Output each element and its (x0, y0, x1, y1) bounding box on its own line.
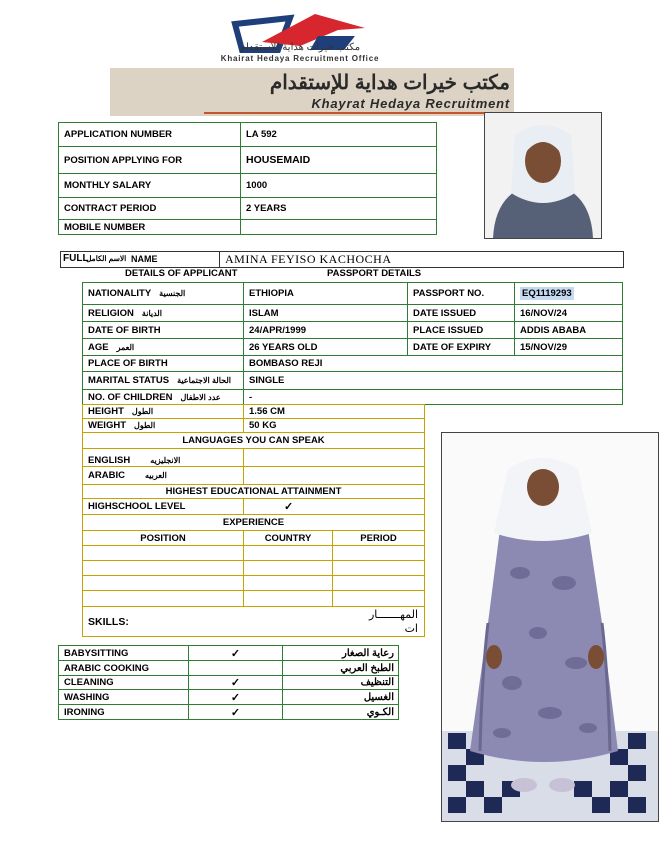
skill-washing-label: WASHING (59, 690, 189, 705)
children-arabic: عدد الاطفال (180, 392, 221, 402)
table-row (59, 676, 399, 690)
skill-ironing-label: IRONING (59, 705, 189, 720)
table-row (59, 174, 437, 198)
full-name-label-name: NAME (131, 254, 158, 264)
languages-header: LANGUAGES YOU CAN SPEAK (83, 433, 425, 449)
banner-arabic-text: مكتب خيرات هداية للإستقدام (269, 72, 510, 94)
experience-country-header: COUNTRY (244, 531, 333, 546)
weight-value: 50 KG (244, 419, 425, 433)
skill-cleaning-check-icon: ✓ (189, 676, 283, 690)
portrait-image (485, 113, 601, 238)
marital-status-arabic: الحالة الاجتماعية (177, 376, 231, 385)
full-name-value: AMINA FEYISO KACHOCHA (225, 252, 392, 266)
passport-number-value: EQ1119293 (522, 288, 572, 299)
dob-label: DATE OF BIRTH (83, 322, 244, 339)
name-divider (219, 252, 220, 267)
table-row (83, 561, 425, 576)
table-row (83, 419, 425, 433)
skill-babysitting-arabic: رعاية الصغار (283, 646, 399, 661)
place-of-birth-label: PLACE OF BIRTH (83, 356, 244, 372)
table-row (59, 147, 437, 174)
nationality-value: ETHIOPIA (244, 283, 408, 305)
application-table (58, 122, 437, 235)
arabic-language-arabic: العربيه (144, 471, 167, 480)
banner-english-text: Khayrat Hedaya Recruitment (311, 96, 510, 111)
table-row (83, 546, 425, 561)
table-row (83, 499, 425, 515)
table-row (83, 405, 425, 419)
english-level (244, 449, 425, 467)
table-row (83, 485, 425, 499)
passport-number-label: PASSPORT NO. (408, 283, 515, 305)
table-row (83, 531, 425, 546)
height-label: HEIGHT (88, 406, 124, 417)
table-row (59, 220, 437, 235)
mobile-label: MOBILE NUMBER (59, 220, 241, 235)
table-row (83, 283, 623, 305)
marital-status-label: MARITAL STATUS (88, 375, 170, 386)
place-issued-label: PLACE ISSUED (408, 322, 515, 339)
table-row (83, 576, 425, 591)
skill-washing-check-icon: ✓ (189, 690, 283, 705)
expiry-value: 15/NOV/29 (515, 339, 623, 356)
arabic-level (244, 467, 425, 485)
table-row (59, 198, 437, 220)
table-row (83, 433, 425, 449)
date-issued-value: 16/NOV/24 (515, 305, 623, 322)
skill-cleaning-label: CLEANING (59, 676, 189, 690)
education-level-label: HIGHSCHOOL LEVEL (83, 499, 244, 515)
table-row (83, 356, 623, 372)
date-issued-label: DATE ISSUED (408, 305, 515, 322)
english-arabic: الانجليزيه (150, 456, 181, 465)
applicant-portrait-photo (484, 112, 602, 239)
position-value: HOUSEMAID (241, 147, 437, 174)
full-body-image (442, 433, 658, 821)
dob-value: 24/APR/1999 (244, 322, 408, 339)
children-value: - (244, 390, 623, 405)
mobile-value (241, 220, 437, 235)
experience-header: EXPERIENCE (83, 515, 425, 531)
application-number-label: APPLICATION NUMBER (59, 123, 241, 147)
place-issued-value: ADDIS ABABA (515, 322, 623, 339)
table-row (83, 515, 425, 531)
salary-value: 1000 (241, 174, 437, 198)
table-row (59, 123, 437, 147)
table-row (83, 607, 425, 637)
religion-arabic: الديانة (141, 308, 162, 318)
applicant-details-header: DETAILS OF APPLICANT (125, 268, 238, 279)
full-name-row (60, 251, 624, 268)
full-name-label-arabic: الاسم الكامل (86, 254, 127, 263)
table-row (83, 372, 623, 390)
profile-table (82, 404, 425, 637)
religion-value: ISLAM (244, 305, 408, 322)
table-row (83, 322, 623, 339)
english-label: ENGLISH (88, 455, 131, 466)
table-row (59, 646, 399, 661)
experience-position-header: POSITION (83, 531, 244, 546)
table-row (83, 467, 425, 485)
table-row (59, 705, 399, 720)
skills-label: SKILLS: (88, 615, 129, 628)
table-row (83, 339, 623, 356)
contract-label: CONTRACT PERIOD (59, 198, 241, 220)
table-row (59, 661, 399, 676)
skills-table (58, 645, 399, 720)
details-passport-table (82, 282, 623, 405)
salary-label: MONTHLY SALARY (59, 174, 241, 198)
skill-arabic-cooking-label: ARABIC COOKING (59, 661, 189, 676)
table-row (59, 690, 399, 705)
place-of-birth-value: BOMBASO REJI (244, 356, 623, 372)
logo-english-text: Khairat Hedaya Recruitment Office (220, 54, 380, 63)
nationality-arabic: الجنسية (159, 289, 186, 298)
arabic-label: ARABIC (88, 470, 125, 481)
expiry-label: DATE OF EXPIRY (408, 339, 515, 356)
skill-ironing-arabic: الكـوي (283, 705, 399, 720)
religion-label: RELIGION (88, 307, 134, 319)
company-banner (110, 68, 514, 116)
skill-arabic-cooking-arabic: الطبخ العربي (283, 661, 399, 676)
skill-washing-arabic: الغسيل (283, 690, 399, 705)
table-row (83, 305, 623, 322)
contract-value: 2 YEARS (241, 198, 437, 220)
skills-arabic-line1: المهـــــــار (368, 608, 418, 621)
table-row (83, 591, 425, 607)
company-logo (150, 6, 450, 64)
position-label: POSITION APPLYING FOR (59, 147, 241, 174)
banner-underline (204, 112, 509, 114)
nationality-label: NATIONALITY (88, 288, 152, 299)
skill-babysitting-check-icon: ✓ (189, 646, 283, 661)
table-row (83, 449, 425, 467)
weight-arabic: الطول (134, 421, 156, 430)
passport-details-header: PASSPORT DETAILS (327, 268, 422, 279)
age-arabic: العمر (116, 342, 135, 352)
logo-arabic-text: مكتب خيرات هداية للاستقدام (239, 42, 361, 53)
full-name-label-full: FULL (63, 253, 89, 264)
applicant-full-body-photo (441, 432, 659, 822)
experience-period-header: PERIOD (333, 531, 425, 546)
application-number-value: LA 592 (241, 123, 437, 147)
marital-status-value: SINGLE (244, 372, 623, 390)
table-row (83, 390, 623, 405)
skill-babysitting-label: BABYSITTING (59, 646, 189, 661)
height-value: 1.56 CM (244, 405, 425, 419)
weight-label: WEIGHT (88, 420, 126, 431)
children-label: NO. OF CHILDREN (88, 391, 173, 403)
education-check-icon: ✓ (244, 499, 425, 515)
education-header: HIGHEST EDUCATIONAL ATTAINMENT (83, 485, 425, 499)
skill-ironing-check-icon: ✓ (189, 705, 283, 720)
skill-arabic-cooking-check-icon (189, 661, 283, 676)
age-value: 26 YEARS OLD (244, 339, 408, 356)
height-arabic: الطول (131, 407, 154, 416)
skill-cleaning-arabic: التنظيف (283, 676, 399, 690)
age-label: AGE (88, 341, 109, 353)
skills-arabic-line2: ات (404, 622, 418, 635)
